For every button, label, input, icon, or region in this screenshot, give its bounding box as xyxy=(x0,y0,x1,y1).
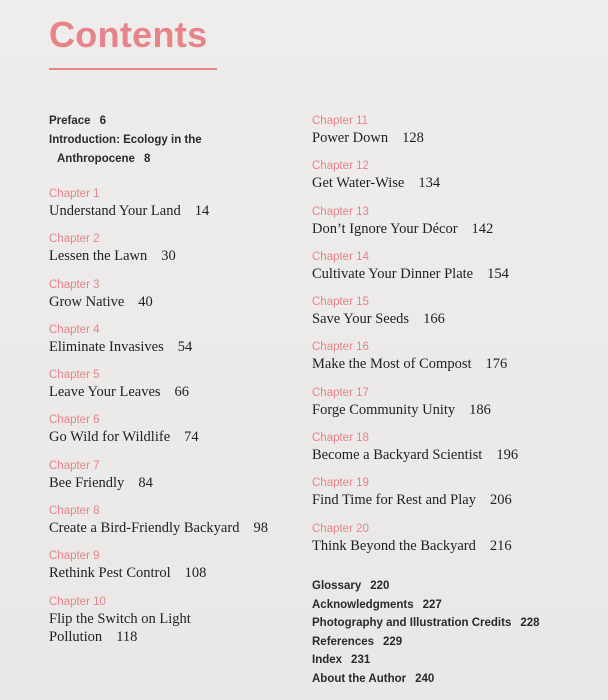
chapter-label: Chapter 7 xyxy=(49,459,100,472)
chapter-title: Rethink Pest Control xyxy=(49,565,171,582)
toc-entry-glossary[interactable] xyxy=(312,577,602,596)
chapter-label: Chapter 9 xyxy=(49,550,100,563)
toc-entry-title: Preface xyxy=(49,115,91,127)
chapter-page: 186 xyxy=(469,401,491,418)
chapter-page: 142 xyxy=(471,220,494,237)
chapter-title: Create a Bird-Friendly Backyard xyxy=(49,520,240,537)
chapter-label: Chapter 4 xyxy=(49,323,100,336)
toc-chapter-14[interactable] xyxy=(312,249,602,294)
toc-chapter-5[interactable] xyxy=(49,367,299,412)
toc-chapter-4[interactable] xyxy=(49,322,299,367)
chapter-title: Forge Community Unity xyxy=(312,401,456,418)
chapter-page: 14 xyxy=(194,203,210,219)
chapter-label: Chapter 6 xyxy=(49,414,100,427)
chapter-title: Bee Friendly xyxy=(49,474,125,491)
chapter-label: Chapter 11 xyxy=(312,115,369,127)
chapter-page: 54 xyxy=(177,338,193,355)
chapter-title: Flip the Switch on Light xyxy=(49,610,191,627)
chapter-title-continued: Pollution xyxy=(49,628,103,645)
toc-chapter-1[interactable] xyxy=(49,186,299,231)
chapter-title: Find Time for Rest and Play xyxy=(312,492,476,509)
chapter-page: 98 xyxy=(253,520,268,537)
chapter-title: Save Your Seeds xyxy=(312,311,410,328)
toc-entry-credits[interactable] xyxy=(312,614,602,633)
front-matter xyxy=(49,112,299,169)
toc-chapter-13[interactable] xyxy=(312,204,602,249)
toc-entry-index[interactable] xyxy=(312,651,602,670)
page-title: Contents xyxy=(49,14,208,55)
chapter-title: Power Down xyxy=(312,130,389,146)
chapter-title: Don’t Ignore Your Décor xyxy=(312,220,458,237)
chapter-page: 84 xyxy=(138,474,153,491)
chapter-title: Make the Most of Compost xyxy=(312,356,472,373)
chapter-page: 134 xyxy=(418,175,441,192)
chapter-page: 206 xyxy=(489,492,512,509)
chapter-page: 40 xyxy=(138,293,153,310)
toc-entry-page: 240 xyxy=(415,672,435,685)
toc-chapter-7[interactable] xyxy=(49,458,299,503)
toc-chapter-3[interactable] xyxy=(49,277,299,322)
chapter-label: Chapter 16 xyxy=(312,341,369,354)
chapter-title: Understand Your Land xyxy=(49,203,181,219)
toc-chapter-17[interactable] xyxy=(312,385,602,430)
toc-chapter-10[interactable] xyxy=(49,594,299,654)
toc-entry-page: 231 xyxy=(351,654,371,667)
chapter-label: Chapter 3 xyxy=(49,278,100,291)
chapter-label: Chapter 12 xyxy=(312,160,369,173)
chapter-title: Get Water-Wise xyxy=(312,175,405,192)
chapter-title: Go Wild for Wildlife xyxy=(49,429,171,446)
toc-entry-title: Photography and Illustration Credits xyxy=(312,617,512,630)
title-underline xyxy=(49,68,217,70)
toc-entry-title-continued: Anthropocene xyxy=(57,153,135,165)
chapter-label: Chapter 10 xyxy=(49,595,106,608)
chapter-label: Chapter 20 xyxy=(312,522,369,535)
toc-chapter-20[interactable] xyxy=(312,521,602,566)
chapter-label: Chapter 17 xyxy=(312,386,369,399)
chapter-page: 108 xyxy=(184,565,207,582)
toc-entry-title: References xyxy=(312,635,375,648)
chapter-label: Chapter 5 xyxy=(49,369,100,382)
toc-entry-page: 220 xyxy=(370,580,390,592)
chapter-title: Think Beyond the Backyard xyxy=(312,537,476,554)
chapter-label: Chapter 19 xyxy=(312,477,369,490)
chapter-page: 154 xyxy=(487,265,509,282)
chapter-page: 166 xyxy=(423,311,445,328)
chapter-label: Chapter 18 xyxy=(312,432,369,445)
contents-column-left xyxy=(49,112,299,654)
toc-chapter-15[interactable] xyxy=(312,294,602,339)
chapter-page: 74 xyxy=(184,429,199,446)
chapter-title: Become a Backyard Scientist xyxy=(312,447,483,464)
toc-entry-title: Index xyxy=(312,654,343,667)
toc-chapter-12[interactable] xyxy=(312,158,602,203)
toc-entry-title: Introduction: Ecology in the xyxy=(49,134,202,146)
toc-chapter-16[interactable] xyxy=(312,339,602,384)
toc-entry-page: 227 xyxy=(422,598,442,611)
toc-chapter-11[interactable] xyxy=(312,113,602,158)
chapter-title: Eliminate Invasives xyxy=(49,338,164,355)
contents-column-right xyxy=(312,113,602,566)
chapter-label: Chapter 1 xyxy=(49,188,100,200)
toc-entry-about-author[interactable] xyxy=(312,670,602,689)
chapter-page: 176 xyxy=(485,356,508,373)
toc-entry-title: Glossary xyxy=(312,580,362,592)
toc-entry-acknowledgments[interactable] xyxy=(312,596,602,615)
toc-chapter-19[interactable] xyxy=(312,475,602,520)
toc-entry-title: About the Author xyxy=(312,672,407,685)
chapter-title: Leave Your Leaves xyxy=(49,384,161,401)
chapter-page: 66 xyxy=(174,384,190,401)
toc-entry-page: 8 xyxy=(143,153,151,165)
chapter-page: 30 xyxy=(161,248,176,265)
chapter-page: 118 xyxy=(116,628,138,645)
toc-entry-introduction[interactable] xyxy=(49,131,299,169)
toc-chapter-8[interactable] xyxy=(49,503,299,548)
chapter-title: Lessen the Lawn xyxy=(49,248,148,265)
chapter-title: Grow Native xyxy=(49,293,125,310)
toc-entry-preface[interactable] xyxy=(49,112,299,131)
chapter-page: 216 xyxy=(489,537,512,554)
chapter-label: Chapter 8 xyxy=(49,505,100,518)
toc-entry-page: 228 xyxy=(520,617,540,630)
toc-entry-page: 229 xyxy=(383,635,403,648)
toc-chapter-6[interactable] xyxy=(49,412,299,457)
toc-entry-page: 6 xyxy=(99,115,106,127)
back-matter xyxy=(312,577,602,689)
chapter-page: 196 xyxy=(496,447,519,464)
chapter-title: Cultivate Your Dinner Plate xyxy=(312,265,474,282)
chapter-label: Chapter 13 xyxy=(312,205,369,218)
toc-chapter-9[interactable] xyxy=(49,548,299,593)
chapter-label: Chapter 14 xyxy=(312,250,369,263)
toc-chapter-18[interactable] xyxy=(312,430,602,475)
toc-entry-references[interactable] xyxy=(312,633,602,652)
chapter-page: 128 xyxy=(402,130,424,146)
toc-chapter-2[interactable] xyxy=(49,231,299,276)
chapter-label: Chapter 15 xyxy=(312,296,369,309)
toc-entry-title: Acknowledgments xyxy=(312,598,414,611)
chapter-label: Chapter 2 xyxy=(49,233,100,246)
